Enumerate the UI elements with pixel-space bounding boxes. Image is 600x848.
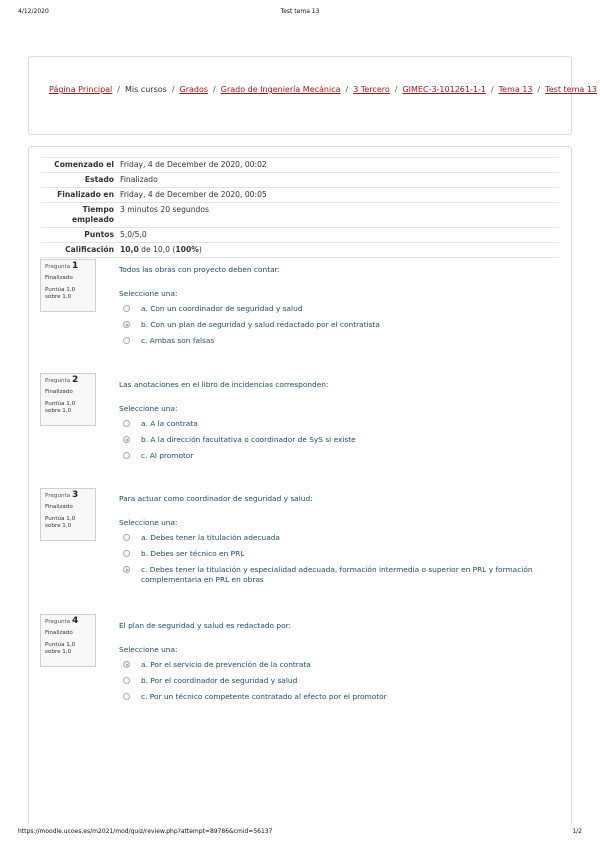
breadcrumb-separator: / [345, 85, 349, 94]
answer-option[interactable] [119, 692, 549, 702]
answer-option-text: a. Con un coordinador de seguridad y salud [141, 304, 303, 313]
answer-option-text: b. A la dirección facultativa o coordinador de SyS si existe [141, 435, 356, 444]
print-date: 4/12/2020 [18, 8, 49, 15]
radio-button-selected[interactable] [123, 436, 130, 443]
question-content [119, 494, 549, 585]
answer-option[interactable] [119, 676, 549, 686]
question-content [119, 265, 549, 346]
answer-option[interactable] [119, 336, 549, 346]
answer-option[interactable] [119, 419, 549, 429]
answer-option-text: a. Debes tener la titulación adecuada [141, 533, 280, 542]
answer-option[interactable] [119, 435, 549, 445]
summary-label: Finalizado en [57, 190, 114, 199]
question-number [45, 492, 91, 500]
question-grade: Puntúa 1,0 sobre 1,0 [45, 642, 76, 655]
answer-option-text: b. Por el coordinador de seguridad y salud [141, 676, 298, 685]
breadcrumb-card [28, 56, 597, 135]
breadcrumb-course-link[interactable]: GIMEC-3-101261-1-1 [402, 85, 486, 94]
summary-label: Calificación [65, 245, 114, 254]
question-number-value: 1 [71, 261, 79, 271]
question-text: Para actuar como coordinador de seguridad y salud: [119, 494, 313, 503]
breadcrumb-separator: / [490, 85, 494, 94]
breadcrumb-my-courses: Mis cursos [124, 85, 167, 94]
answer-option[interactable] [119, 565, 549, 585]
radio-button[interactable] [123, 337, 130, 344]
question-info-box [40, 488, 96, 541]
question-label: Pregunta [45, 264, 71, 270]
summary-value [120, 243, 559, 258]
radio-button-selected[interactable] [123, 661, 130, 668]
print-header [18, 8, 582, 20]
question-grade: Puntúa 1,0 sobre 1,0 [45, 287, 76, 300]
question-state: Finalizado [45, 389, 73, 395]
answer-prompt: Seleccione una: [119, 645, 178, 654]
summary-value: Friday, 4 de December de 2020, 00:05 [120, 190, 267, 199]
answer-option[interactable] [119, 304, 549, 314]
summary-value: Friday, 4 de December de 2020, 00:02 [120, 160, 267, 169]
print-url: https://moodle.ucoes.es/m2021/mod/quiz/review.php?attempt=89786&cmid=56137 [18, 828, 273, 835]
summary-label: Puntos [84, 230, 114, 239]
breadcrumb-test-link[interactable]: Test tema 13 [545, 85, 597, 94]
radio-button[interactable] [123, 452, 130, 459]
question-state: Finalizado [45, 630, 73, 636]
summary-value: 5,0/5,0 [120, 230, 147, 239]
grade-close: ) [198, 245, 202, 254]
answer-option-text: c. Por un técnico competente contratado al efecto por el promotor [141, 692, 387, 701]
question-text: El plan de seguridad y salud es redactado por: [119, 621, 292, 630]
summary-value: Finalizado [120, 175, 158, 184]
breadcrumb-home-link[interactable]: Página Principal [49, 85, 113, 94]
question-number-value: 4 [71, 616, 79, 626]
radio-button-selected[interactable] [123, 566, 130, 573]
radio-button-selected[interactable] [123, 321, 130, 328]
summary-row-finished [41, 188, 559, 203]
summary-value: 3 minutos 20 segundos [120, 205, 209, 214]
radio-button[interactable] [123, 693, 130, 700]
summary-row-time [41, 203, 559, 228]
answer-option[interactable] [119, 549, 549, 559]
question-grade: Puntúa 1,0 sobre 1,0 [45, 516, 76, 529]
question-state: Finalizado [45, 504, 73, 510]
radio-button[interactable] [123, 420, 130, 427]
answer-option-text: c. Al promotor [141, 451, 194, 460]
answer-prompt: Seleccione una: [119, 289, 178, 298]
answer-option-text: b. Debes ser técnico en PRL [141, 549, 245, 558]
question-content [119, 380, 549, 461]
breadcrumb-separator: / [537, 85, 541, 94]
question-state: Finalizado [45, 275, 73, 281]
radio-button[interactable] [123, 550, 130, 557]
answer-option[interactable] [119, 660, 549, 670]
question-label: Pregunta [45, 619, 71, 625]
summary-row-started [41, 158, 559, 173]
summary-row-grade [41, 243, 559, 258]
question-grade: Puntúa 1,0 sobre 1,0 [45, 401, 76, 414]
answer-option-text: c. Ambas son falsas [141, 336, 215, 345]
answer-option[interactable] [119, 451, 549, 461]
quiz-review-card [28, 146, 572, 824]
breadcrumb-topic-link[interactable]: Tema 13 [498, 85, 533, 94]
answer-prompt: Seleccione una: [119, 518, 178, 527]
breadcrumb-separator: / [117, 85, 120, 94]
answer-option[interactable] [119, 533, 549, 543]
summary-label [41, 203, 120, 228]
question-info-box [40, 373, 96, 426]
question-label: Pregunta [45, 493, 71, 499]
breadcrumb-grados-link[interactable]: Grados [179, 85, 209, 94]
breadcrumb-separator: / [394, 85, 398, 94]
question-number-value: 3 [71, 490, 79, 500]
radio-button[interactable] [123, 677, 130, 684]
time-label-line1: Tiempo [82, 205, 114, 214]
question-content [119, 621, 549, 702]
summary-row-state [41, 173, 559, 188]
question-text: Todos las obras con proyecto deben contar: [119, 265, 281, 274]
question-number-value: 2 [71, 375, 79, 385]
question-text: Las anotaciones en el libro de incidencias corresponden: [119, 380, 329, 389]
answer-option-text: c. Debes tener la titulación y especialidad adecuada, formación intermedia o superior en PRL y formación complementaria en PRL en obras [141, 565, 533, 584]
answer-option-text: b. Con un plan de seguridad y salud redactado por el contratista [141, 320, 380, 329]
breadcrumb-separator: / [171, 85, 175, 94]
radio-button[interactable] [123, 305, 130, 312]
question-number [45, 618, 91, 626]
grade-of: de 10,0 ( [141, 245, 176, 254]
radio-button[interactable] [123, 534, 130, 541]
grade-score: 10,0 [120, 245, 139, 254]
answer-option-text: a. Por el servicio de prevención de la contrata [141, 660, 311, 669]
print-title: Test tema 13 [280, 8, 320, 15]
attempt-summary-table [41, 157, 559, 258]
summary-label: Comenzado el [54, 160, 114, 169]
summary-row-points [41, 228, 559, 243]
question-info-box [40, 614, 96, 667]
summary-label: Estado [84, 175, 114, 184]
grade-percent: 100% [175, 245, 199, 254]
question-info-box [40, 259, 96, 312]
question-number [45, 377, 91, 385]
breadcrumb-year-link[interactable]: 3 Tercero [353, 85, 390, 94]
time-label-line2: empleado [71, 215, 114, 224]
print-footer [18, 828, 582, 840]
answer-option-text: a. A la contrata [141, 419, 198, 428]
answer-prompt: Seleccione una: [119, 404, 178, 413]
breadcrumb-degree-link[interactable]: Grado de Ingeniería Mecánica [220, 85, 341, 94]
print-page-number: 1/2 [572, 828, 582, 835]
question-label: Pregunta [45, 378, 71, 384]
breadcrumb-separator: / [213, 85, 216, 94]
question-number [45, 263, 91, 271]
breadcrumb [49, 85, 597, 94]
answer-option[interactable] [119, 320, 549, 330]
